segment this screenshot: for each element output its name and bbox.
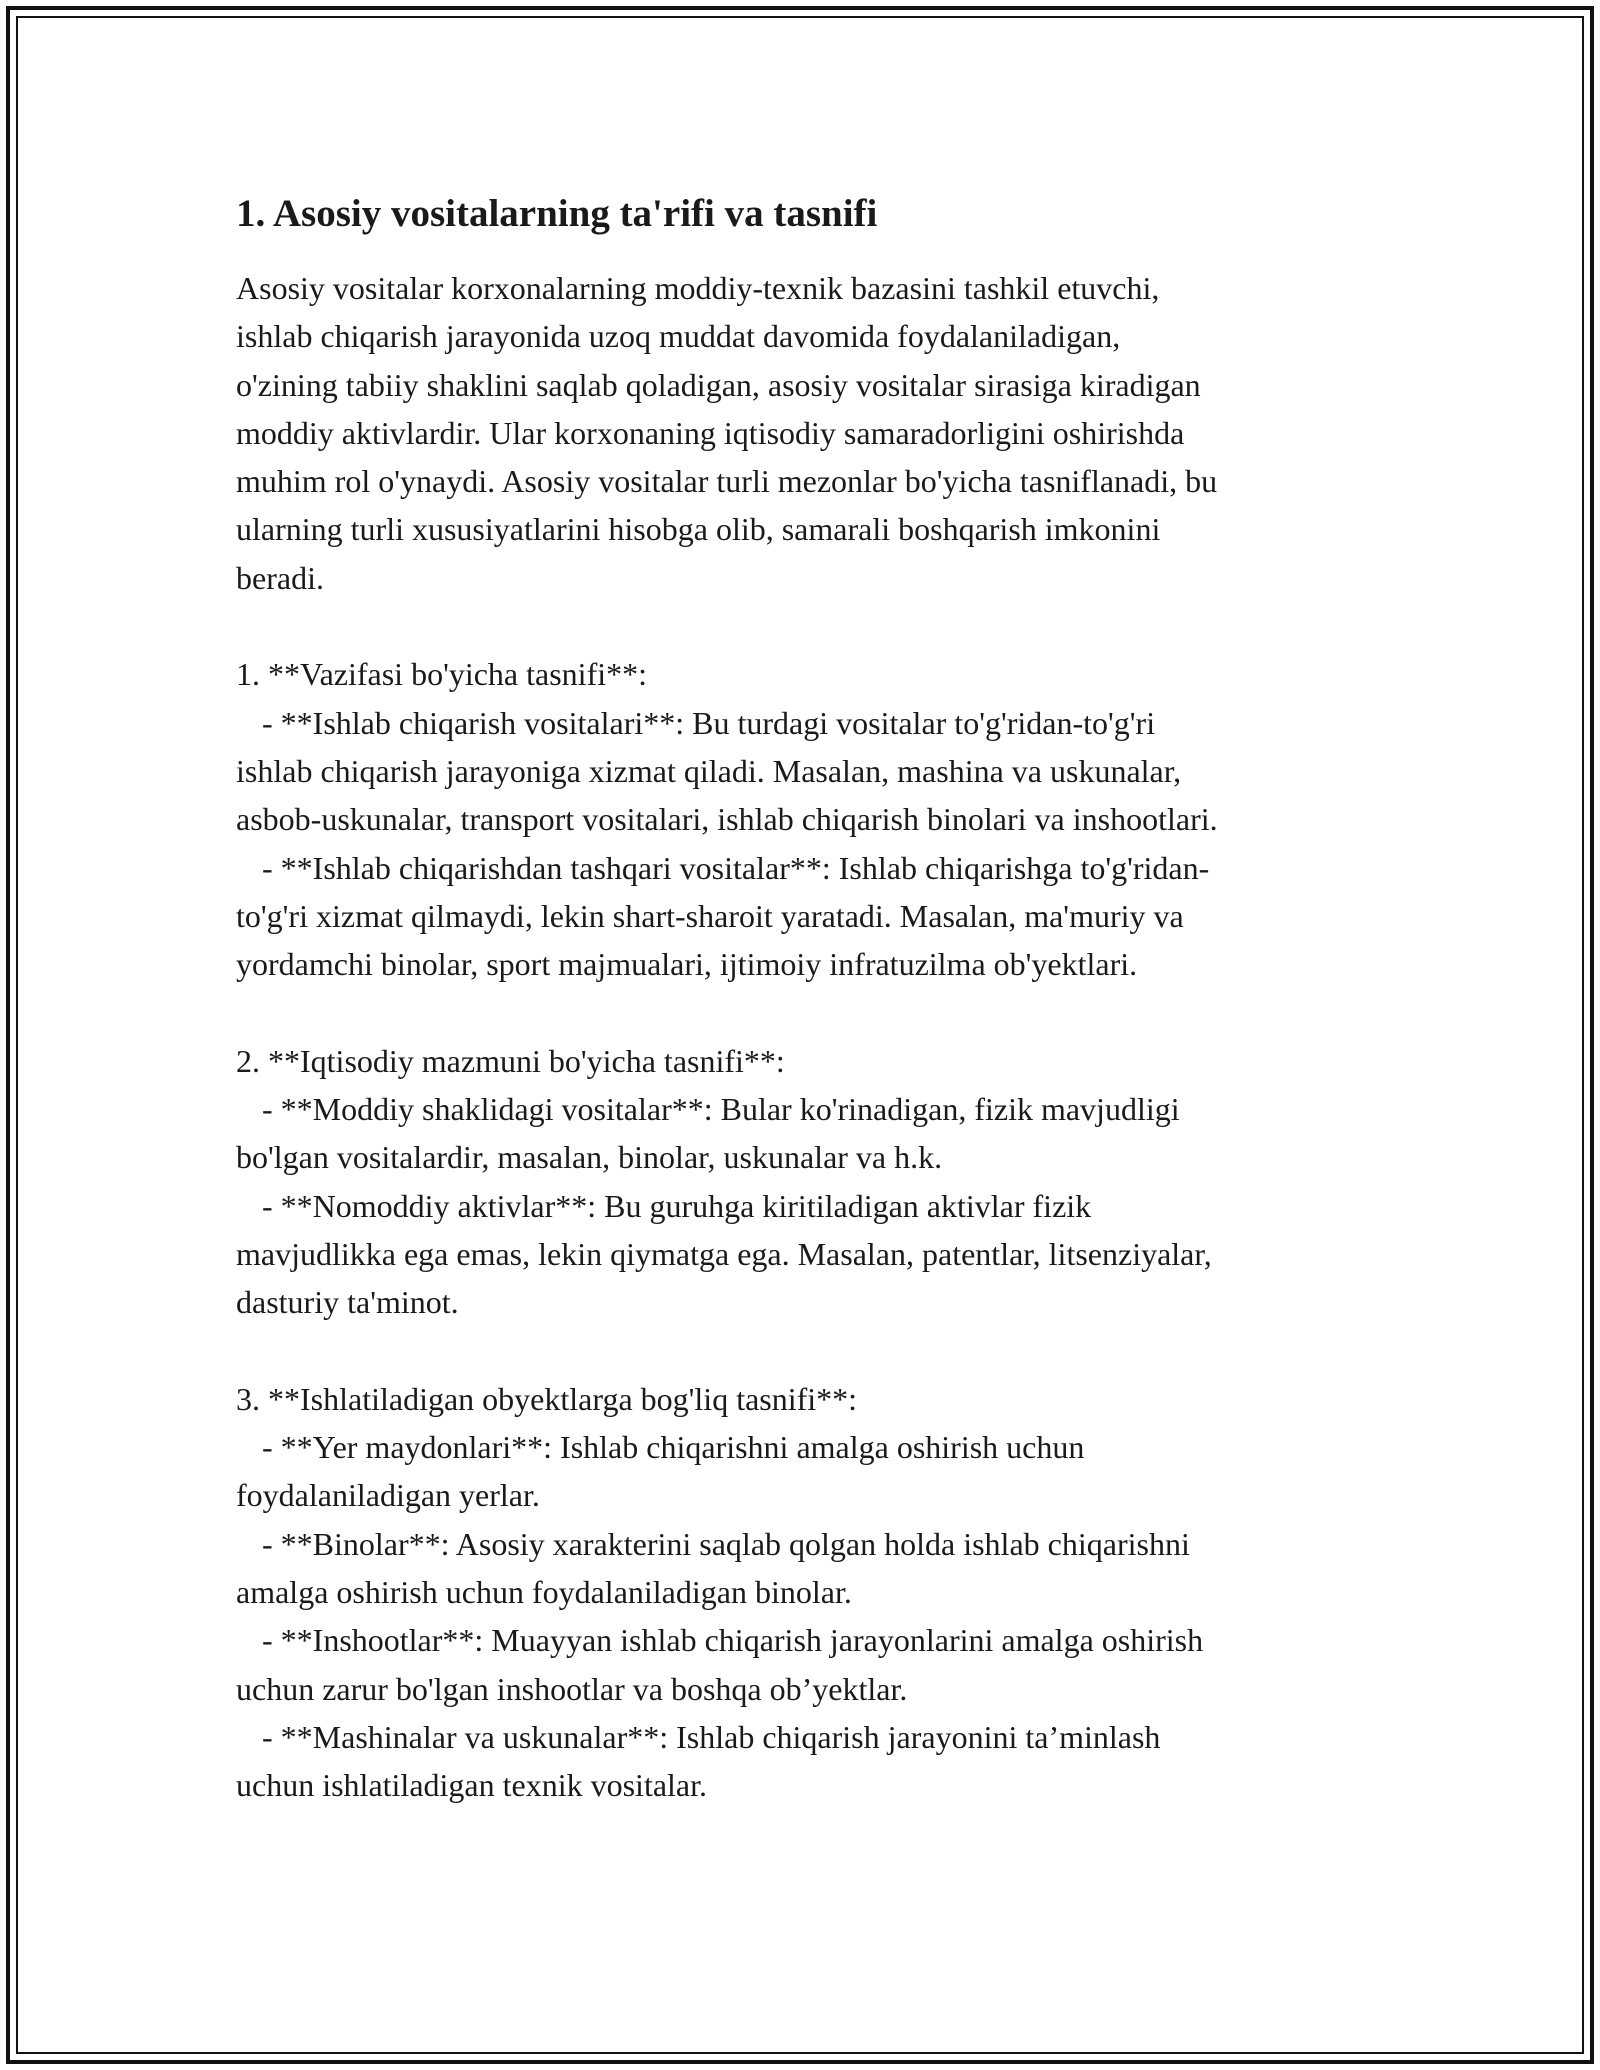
line-text: amalga oshirish uchun foydalaniladigan binolar. — [236, 1574, 852, 1611]
section-heading — [236, 650, 1366, 698]
document-body — [236, 188, 1366, 1810]
list-item-start — [236, 844, 1366, 892]
line-text: - **Moddiy shaklidagi vositalar**: Bular ko'rinadigan, fizik mavjudligi — [262, 1091, 1180, 1128]
line-text: 1. **Vazifasi bo'yicha tasnifi**: — [236, 656, 647, 693]
list-item-continuation — [236, 1230, 1366, 1278]
section-1 — [236, 650, 1366, 988]
line-text: - **Nomoddiy aktivlar**: Bu guruhga kiritiladigan aktivlar fizik — [262, 1187, 1092, 1224]
line-text: yordamchi binolar, sport majmualari, ijtimoiy infratuzilma ob'yektlari. — [236, 946, 1138, 983]
list-item-continuation — [236, 795, 1366, 843]
intro-line: Asosiy vositalar korxonalarning moddiy-texnik bazasini tashkil etuvchi, — [236, 270, 1160, 306]
line-text: 2. **Iqtisodiy mazmuni bo'yicha tasnifi**: — [236, 1042, 785, 1079]
line-text: bo'lgan vositalardir, masalan, binolar, uskunalar va h.k. — [236, 1139, 943, 1176]
intro-paragraph — [236, 264, 1366, 602]
section-heading — [236, 1037, 1366, 1085]
list-item-continuation — [236, 1568, 1366, 1616]
section-spacer — [236, 602, 1366, 650]
list-item-start — [236, 1182, 1366, 1230]
line-text: uchun zarur bo'lgan inshootlar va boshqa ob’yektlar. — [236, 1670, 908, 1707]
list-item-start — [236, 1423, 1366, 1471]
line-text: - **Binolar**: Asosiy xarakterini saqlab qolgan holda ishlab chiqarishni — [262, 1525, 1190, 1562]
list-item-start — [236, 1616, 1366, 1664]
list-item-start — [236, 699, 1366, 747]
list-item-start — [236, 1520, 1366, 1568]
line-text: - **Mashinalar va uskunalar**: Ishlab chiqarish jarayonini ta’minlash — [262, 1718, 1161, 1755]
list-item-continuation — [236, 1471, 1366, 1519]
intro-line: beradi. — [236, 559, 324, 596]
line-text: asbob-uskunalar, transport vositalari, ishlab chiqarish binolari va inshootlari. — [236, 801, 1218, 838]
list-item-continuation — [236, 892, 1366, 940]
line-text: ishlab chiqarish jarayoniga xizmat qiladi. Masalan, mashina va uskunalar, — [236, 752, 1182, 789]
line-text: uchun ishlatiladigan texnik vositalar. — [236, 1767, 708, 1804]
list-item-continuation — [236, 1278, 1366, 1326]
list-item-start — [236, 1085, 1366, 1133]
list-item-start — [236, 1713, 1366, 1761]
line-text: - **Yer maydonlari**: Ishlab chiqarishni amalga oshirish uchun — [262, 1429, 1085, 1466]
line-text: mavjudlikka ega emas, lekin qiymatga ega. Masalan, patentlar, litsenziyalar, — [236, 1235, 1212, 1272]
intro-line: muhim rol o'ynaydi. Asosiy vositalar turli mezonlar bo'yicha tasniflanadi, bu — [236, 463, 1218, 500]
list-item-continuation — [236, 1665, 1366, 1713]
intro-line: ishlab chiqarish jarayonida uzoq muddat davomida foydalaniladigan, — [236, 318, 1121, 355]
intro-line: o'zining tabiiy shaklini saqlab qoladigan, asosiy vositalar sirasiga kiradigan — [236, 366, 1201, 403]
line-text: - **Inshootlar**: Muayyan ishlab chiqarish jarayonlarini amalga oshirish — [262, 1622, 1204, 1659]
list-item-continuation — [236, 1133, 1366, 1181]
intro-line: ularning turli xususiyatlarini hisobga olib, samarali boshqarish imkonini — [236, 511, 1161, 548]
line-text: - **Ishlab chiqarish vositalari**: Bu turdagi vositalar to'g'ridan-to'g'ri — [262, 704, 1156, 741]
intro-line: moddiy aktivlardir. Ular korxonaning iqtisodiy samaradorligini oshirishda — [236, 414, 1185, 451]
document-title: 1. Asosiy vositalarning ta'rifi va tasnifi — [236, 192, 878, 235]
list-item-continuation — [236, 747, 1366, 795]
classification-sections — [236, 602, 1366, 1809]
line-text: foydalaniladigan yerlar. — [236, 1477, 540, 1514]
section-2 — [236, 1037, 1366, 1327]
section-spacer — [236, 1327, 1366, 1375]
section-heading — [236, 1375, 1366, 1423]
line-text: 3. **Ishlatiladigan obyektlarga bog'liq tasnifi**: — [236, 1380, 858, 1417]
line-text: to'g'ri xizmat qilmaydi, lekin shart-sharoit yaratadi. Masalan, ma'muriy va — [236, 897, 1184, 934]
line-text: - **Ishlab chiqarishdan tashqari vositalar**: Ishlab chiqarishga to'g'ridan- — [262, 849, 1210, 886]
section-spacer — [236, 988, 1366, 1036]
section-3 — [236, 1375, 1366, 1810]
list-item-continuation — [236, 940, 1366, 988]
line-text: dasturiy ta'minot. — [236, 1284, 459, 1321]
list-item-continuation — [236, 1761, 1366, 1809]
